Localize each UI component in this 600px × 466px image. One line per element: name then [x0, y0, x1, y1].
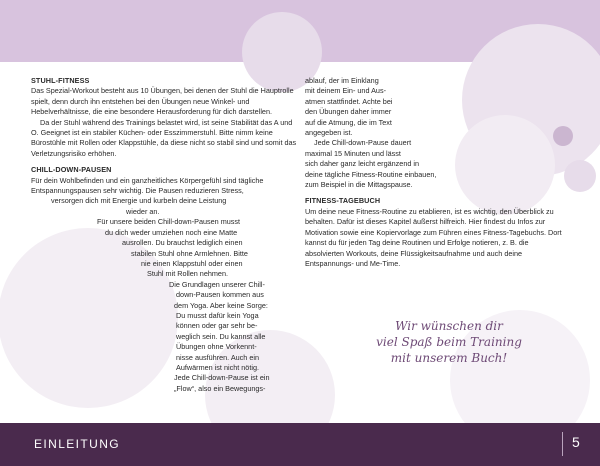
- line: Für unsere beiden Chill-down-Pausen musst: [97, 217, 241, 227]
- line: deine tägliche Fitness-Routine einbauen,: [305, 169, 437, 179]
- text-column-left: [31, 76, 297, 394]
- line: atmen stattfindet. Achte bei: [305, 96, 393, 106]
- paragraph-stuhl-stability: Da der Stuhl während des Trainings belastet wird, ist seine Stabilität das A und O. Geeignet ist ein stabiler Küchen- oder Esszimmerstuhl. Bitte nimm keine Bürostühle mit Rollen oder Klappstühle, da diese nicht so stabil sind und somit das Verletzungsrisiko erhöhen.: [31, 117, 297, 158]
- line: du dich weder umziehen noch eine Matte: [105, 227, 238, 237]
- paragraph-chill-yoga: [31, 280, 297, 374]
- handwritten-greeting: [364, 318, 534, 366]
- paragraph-chill-intro: [31, 176, 297, 218]
- line: down-Pausen kommen aus: [176, 290, 264, 300]
- greeting-line: Wir wünschen dir: [395, 319, 503, 333]
- paragraph-chill-equipment: [31, 217, 297, 279]
- line: auf die Atmung, die im Text: [305, 117, 392, 127]
- line: mit deinem Ein- und Aus-: [305, 86, 386, 96]
- line: Aufwärmen ist nicht nötig.: [176, 362, 260, 372]
- greeting-line: mit unserem Buch!: [390, 351, 508, 365]
- line: ausrollen. Du brauchst lediglich einen: [122, 238, 243, 248]
- line: Übungen ohne Vorkennt-: [176, 342, 257, 352]
- heading-chill-down-pausen: CHILL-DOWN-PAUSEN: [31, 165, 112, 175]
- line: Jede Chill-down-Pause dauert: [314, 138, 412, 148]
- line: weglich sein. Du kannst alle: [176, 331, 266, 341]
- paragraph-tagebuch: Um deine neue Fitness-Routine zu etablieren, ist es wichtig, den Überblick zu behalten. Dafür ist dieses Kapitel äußerst hilfreich. Hier findest du Infos zur Motivation sowie eine Kopiervorlage zum Führen eines Fitness-Tagebuchs. Dort kannst du für jeden Tag deine Routinen und Erfolge notieren, z. B. die absolvierten Workouts, deine Flüssigkeitsaufnahme und auch deine Entspannungs- und Me-Time.: [305, 206, 562, 268]
- line: angegeben ist.: [305, 128, 353, 138]
- line: nie einen Klappstuhl oder einen: [141, 258, 243, 268]
- line: sich daher ganz leicht ergänzend in: [305, 159, 420, 169]
- text-column-right: [305, 76, 567, 269]
- line: versorgen dich mit Energie und kurbeln deine Leistung: [51, 196, 227, 206]
- line: Du musst dafür kein Yoga: [176, 310, 259, 320]
- line: nisse ausführen. Auch ein: [176, 352, 260, 362]
- page-number: 5: [572, 434, 580, 450]
- heading-stuhl-fitness: STUHL-FITNESS: [31, 76, 90, 85]
- line: Stuhl mit Rollen nehmen.: [147, 269, 228, 279]
- paragraph-chill-flow: [31, 373, 297, 394]
- paragraph-stuhl-intro: Das Spezial-Workout besteht aus 10 Übungen, bei denen der Stuhl die Hauptrolle spielt, denn durch ihn entstehen bei den Übungen neue Winkel- und Hebelverhältnisse, die eine besondere Herausforderung für dich darstellen.: [31, 86, 294, 117]
- line: wieder an.: [126, 206, 160, 216]
- footer-divider: [562, 432, 563, 456]
- line: „Flow“, also ein Bewegungs-: [174, 383, 266, 393]
- line: stabilen Stuhl ohne Armlehnen. Bitte: [131, 248, 248, 258]
- line: dem Yoga. Aber keine Sorge:: [174, 300, 268, 310]
- line: ablauf, der im Einklang: [305, 76, 379, 85]
- paragraph-flow-continued: [305, 76, 567, 138]
- decor-circle-small-right: [564, 160, 596, 192]
- line: können oder gar sehr be-: [176, 321, 258, 331]
- line: Jede Chill-down-Pause ist ein: [174, 373, 270, 383]
- line: zum Beispiel in die Mittagspause.: [305, 180, 413, 190]
- line: den Übungen daher immer: [305, 107, 392, 117]
- line: Für dein Wohlbefinden und ein ganzheitliches Körpergefühl sind tägliche Entspannungspausen sehr wichtig. Die Pausen reduzieren Stress,: [31, 175, 264, 196]
- line: maximal 15 Minuten und lässt: [305, 148, 401, 158]
- heading-fitness-tagebuch: FITNESS-TAGEBUCH: [305, 196, 381, 206]
- paragraph-chill-duration: [305, 138, 567, 190]
- footer-section-title: EINLEITUNG: [34, 437, 121, 451]
- line: Die Grundlagen unserer Chill-: [169, 279, 265, 289]
- greeting-line: viel Spaß beim Training: [376, 335, 522, 349]
